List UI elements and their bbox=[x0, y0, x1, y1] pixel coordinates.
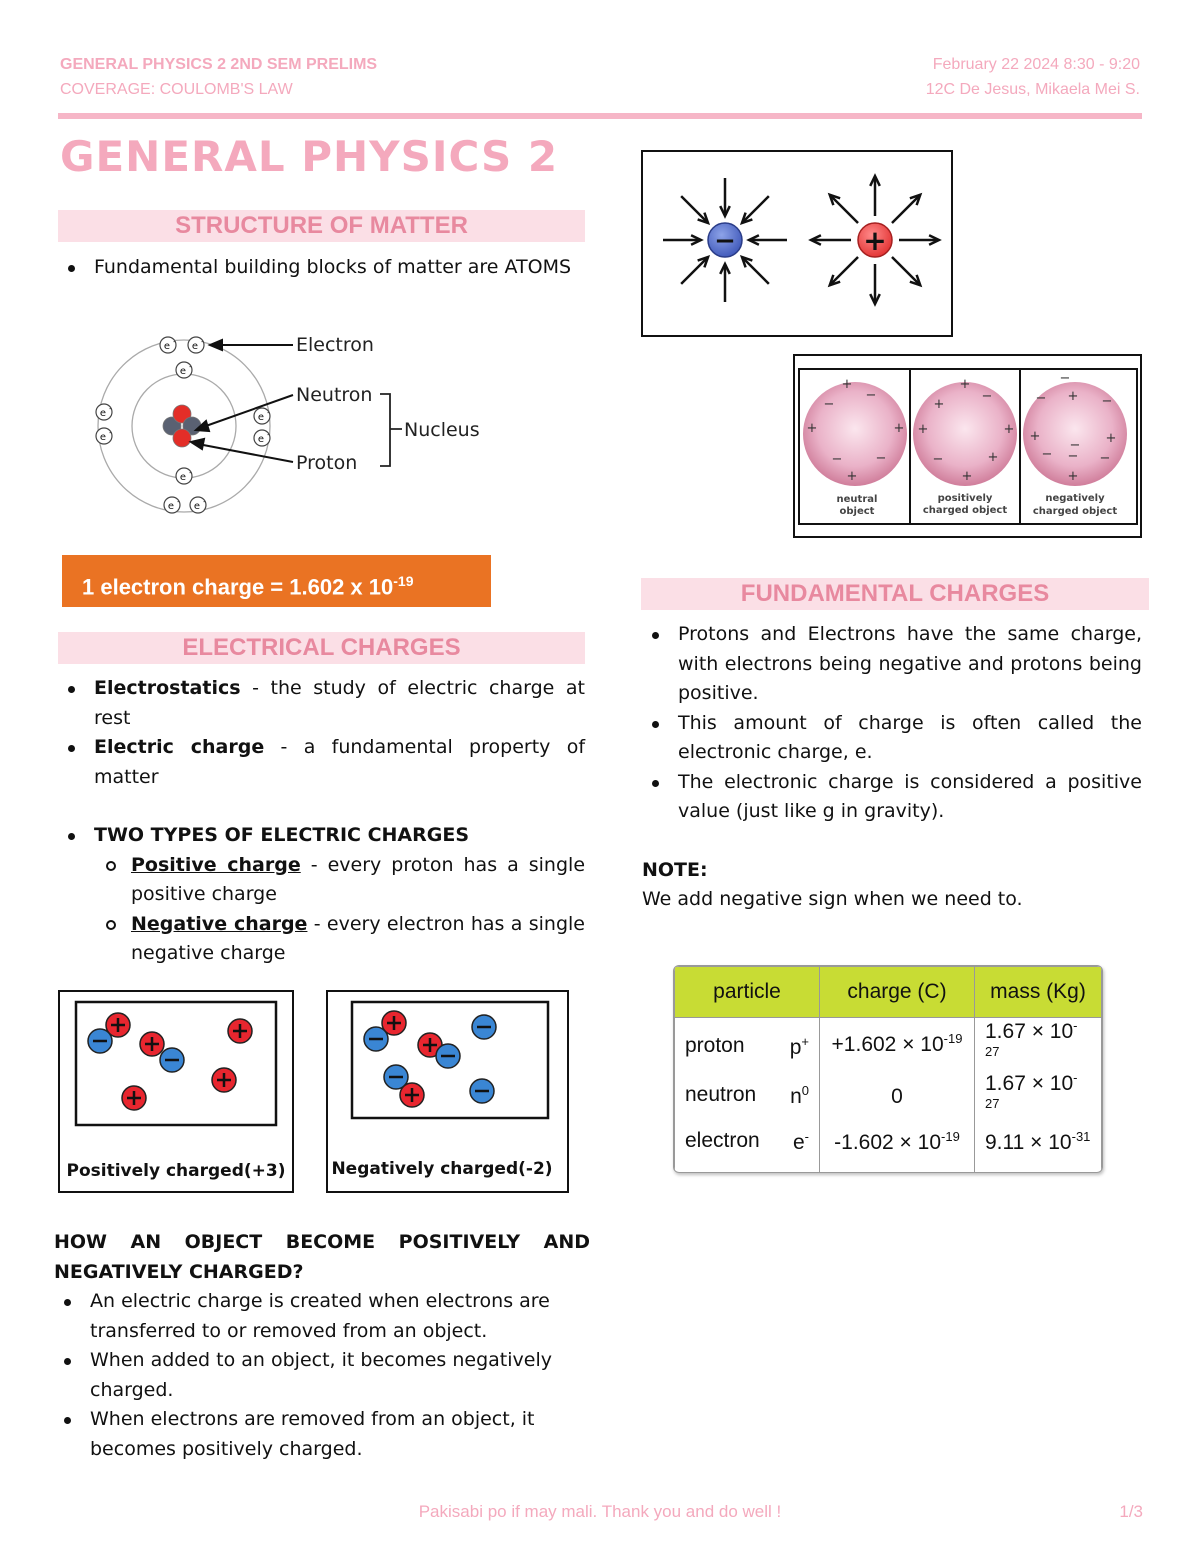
electron-symbol-sup: - bbox=[201, 338, 204, 346]
negatively-charged-svg bbox=[328, 992, 567, 1191]
electron-symbol: e bbox=[257, 434, 265, 445]
electron-particle bbox=[190, 497, 206, 513]
minus-mark: − bbox=[932, 452, 944, 467]
electron-symbol-sup: - bbox=[109, 429, 112, 437]
plus-mark: + bbox=[959, 377, 971, 392]
plus-mark: + bbox=[846, 469, 858, 484]
header-date: February 22 2024 8:30 - 9:20 bbox=[932, 56, 1140, 73]
field-arrow bbox=[892, 195, 920, 223]
mass-cell bbox=[975, 1122, 1102, 1172]
minus-mark: − bbox=[865, 388, 877, 403]
header-course: GENERAL PHYSICS 2 2ND SEM PRELIMS bbox=[60, 56, 378, 73]
charged-objects-figure bbox=[793, 354, 1142, 538]
fundamental-text bbox=[642, 620, 1142, 915]
electron-symbol-sup: - bbox=[189, 469, 192, 477]
electron-symbol: e bbox=[179, 366, 187, 377]
negative-label-2: charged object bbox=[1032, 506, 1118, 517]
neutral-sphere bbox=[803, 377, 907, 486]
proton-particle bbox=[173, 429, 191, 447]
electron-symbol: e bbox=[99, 432, 107, 443]
electron-charge-text: 1 electron charge = 1.602 x 10 bbox=[82, 574, 394, 600]
electron-symbol-sup: - bbox=[267, 431, 270, 439]
electron-symbol: e bbox=[191, 341, 199, 352]
sphere-group bbox=[803, 371, 1127, 486]
field-arrow bbox=[870, 264, 880, 304]
field-arrow bbox=[742, 257, 769, 284]
field-arrow bbox=[663, 235, 701, 245]
negative-sphere bbox=[1023, 371, 1127, 486]
page-title: GENERAL PHYSICS 2 bbox=[60, 132, 559, 181]
types-heading: TWO TYPES OF ELECTRIC CHARGES bbox=[94, 821, 585, 851]
minus-mark: − bbox=[823, 397, 835, 412]
how-item: When added to an object, it becomes negatively charged. bbox=[90, 1346, 590, 1405]
positive-label-2: charged object bbox=[922, 505, 1008, 516]
particle-symbol-sup: + bbox=[801, 1034, 809, 1049]
plus-mark: + bbox=[917, 422, 929, 437]
field-arrow bbox=[892, 257, 920, 285]
nucleus-bracket bbox=[380, 394, 402, 466]
electron-symbol: e bbox=[179, 472, 187, 483]
charge-cell bbox=[820, 1122, 975, 1172]
negative-caption: Negatively charged(-2) bbox=[331, 1159, 553, 1179]
header-rule bbox=[58, 113, 1142, 119]
structure-text bbox=[58, 253, 585, 283]
electron-particle bbox=[176, 468, 192, 484]
mass-exponent: -27 bbox=[985, 1018, 1078, 1059]
electric-charge-item bbox=[94, 733, 585, 792]
proton-particle bbox=[122, 1086, 146, 1110]
electron-label: Electron bbox=[296, 334, 374, 356]
header-right bbox=[926, 52, 1140, 102]
mass-cell bbox=[975, 1018, 1102, 1071]
mass-exponent: -31 bbox=[1071, 1129, 1091, 1144]
how-item: When electrons are removed from an object, it becomes positively charged. bbox=[90, 1405, 590, 1464]
minus-mark: − bbox=[1035, 391, 1047, 406]
field-arrow bbox=[749, 235, 787, 245]
table-header-particle: particle bbox=[675, 967, 820, 1018]
positive-charge-symbol: + bbox=[863, 224, 887, 257]
plus-mark: + bbox=[933, 397, 945, 412]
minus-mark: − bbox=[1059, 371, 1071, 386]
proton-arrow-line bbox=[198, 444, 293, 462]
minus-mark: − bbox=[1099, 451, 1111, 466]
electron-particle bbox=[160, 1048, 184, 1072]
positively-charged-svg bbox=[60, 992, 292, 1191]
electron-symbol: e bbox=[257, 412, 265, 423]
electron-particle bbox=[164, 497, 180, 513]
plus-mark: + bbox=[806, 421, 818, 436]
electrostatics-term: Electrostatics bbox=[94, 677, 241, 699]
electron-symbol: e bbox=[99, 408, 107, 419]
field-arrow bbox=[720, 178, 730, 216]
plus-mark: + bbox=[1067, 469, 1079, 484]
particle-name: proton bbox=[685, 1034, 745, 1057]
positively-charged-figure bbox=[58, 990, 294, 1193]
section-fundamental-heading: FUNDAMENTAL CHARGES bbox=[641, 578, 1149, 610]
table-row bbox=[675, 1018, 1102, 1071]
electron-particle bbox=[436, 1044, 460, 1068]
proton-particle bbox=[106, 1013, 130, 1037]
table-row bbox=[675, 1070, 1102, 1122]
charge-value: +1.602 × 10 bbox=[831, 1033, 944, 1056]
proton-particle bbox=[400, 1083, 424, 1107]
structure-bullet: Fundamental building blocks of matter are ATOMS bbox=[94, 253, 585, 283]
negatively-charged-figure bbox=[326, 990, 569, 1193]
proton-particle bbox=[228, 1019, 252, 1043]
mass-value: 9.11 × 10 bbox=[985, 1131, 1072, 1154]
table-header-charge: charge (C) bbox=[820, 967, 975, 1018]
particle-table-wrapper bbox=[673, 965, 1103, 1173]
minus-mark: − bbox=[1067, 449, 1079, 464]
plus-mark: + bbox=[1003, 422, 1015, 437]
field-arrow bbox=[742, 196, 769, 223]
fundamental-item: This amount of charge is often called the electronic charge, e. bbox=[678, 709, 1142, 768]
table-row bbox=[675, 1122, 1102, 1172]
field-arrows bbox=[663, 176, 939, 304]
field-arrow bbox=[720, 264, 730, 302]
field-lines-svg bbox=[643, 152, 951, 335]
field-arrow bbox=[830, 195, 858, 223]
minus-mark: − bbox=[831, 452, 843, 467]
electron-symbol-sup: - bbox=[267, 409, 270, 417]
charge-exponent: -19 bbox=[943, 1031, 963, 1046]
neutral-label-2: object bbox=[839, 506, 875, 517]
positive-charge-term: Positive charge bbox=[131, 853, 301, 876]
positive-charge-item bbox=[131, 851, 585, 910]
field-arrow bbox=[681, 196, 708, 223]
table-header-mass: mass (Kg) bbox=[975, 967, 1102, 1018]
note-text: We add negative sign when we need to. bbox=[642, 888, 1023, 910]
field-arrow bbox=[899, 235, 939, 245]
how-section bbox=[54, 1228, 590, 1464]
charge-exponent: -19 bbox=[941, 1129, 960, 1144]
electron-particle bbox=[254, 408, 270, 424]
neutral-label-1: neutral bbox=[836, 494, 878, 505]
particle-name: neutron bbox=[685, 1083, 757, 1106]
particle-table bbox=[674, 966, 1102, 1172]
electron-symbol: e bbox=[167, 501, 175, 512]
negative-label-1: negatively bbox=[1045, 493, 1105, 504]
electric-charge-term: Electric charge bbox=[94, 736, 265, 758]
plus-mark: + bbox=[987, 450, 999, 465]
proton-arrow-head bbox=[191, 439, 204, 449]
electron-particle bbox=[96, 428, 112, 444]
field-arrow bbox=[830, 257, 858, 285]
proton-particle bbox=[212, 1068, 236, 1092]
charge-cell bbox=[820, 1070, 975, 1122]
electron-particle bbox=[472, 1015, 496, 1039]
note-label: NOTE: bbox=[642, 858, 708, 881]
mass-cell bbox=[975, 1070, 1102, 1122]
electron-symbol-sup: - bbox=[177, 498, 180, 506]
plus-mark: + bbox=[961, 469, 973, 484]
minus-mark: − bbox=[875, 451, 887, 466]
particle-symbol-sup: 0 bbox=[801, 1083, 809, 1098]
charge-value: 0 bbox=[891, 1085, 903, 1108]
header-coverage: COVERAGE: COULOMB'S LAW bbox=[60, 81, 293, 98]
section-electrical-heading: ELECTRICAL CHARGES bbox=[58, 632, 585, 664]
particle-cell bbox=[675, 1122, 820, 1172]
particle-name: electron bbox=[685, 1129, 760, 1152]
electron-symbol-sup: - bbox=[189, 363, 192, 371]
electron-particle bbox=[470, 1079, 494, 1103]
fundamental-item: Protons and Electrons have the same charge, with electrons being negative and protons being positive. bbox=[678, 620, 1142, 709]
fundamental-list bbox=[642, 620, 1142, 827]
minus-mark: − bbox=[1069, 438, 1081, 453]
particle-symbol-sup: - bbox=[804, 1129, 809, 1144]
charge-value: -1.602 × 10 bbox=[834, 1131, 942, 1154]
particle-symbol: n bbox=[790, 1085, 802, 1108]
electron-symbol-sup: - bbox=[203, 498, 206, 506]
particle-cell bbox=[675, 1018, 820, 1071]
minus-mark: − bbox=[981, 389, 993, 404]
field-arrow bbox=[811, 235, 851, 245]
negative-charge-term: Negative charge bbox=[131, 912, 308, 935]
section-structure-heading: STRUCTURE OF MATTER bbox=[58, 210, 585, 242]
electron-symbol: e bbox=[163, 341, 171, 352]
footer-message: Pakisabi po if may mali. Thank you and do well ! bbox=[418, 1502, 782, 1521]
positive-sphere bbox=[913, 377, 1017, 486]
electron-particle bbox=[254, 430, 270, 446]
negative-charge-item bbox=[131, 910, 585, 969]
electron-symbol-sup: - bbox=[173, 338, 176, 346]
nucleus-label: Nucleus bbox=[404, 419, 480, 441]
atom-diagram bbox=[88, 328, 508, 522]
electron-particle bbox=[96, 404, 112, 420]
header-left bbox=[60, 52, 377, 102]
electron-charge-exponent: -19 bbox=[393, 573, 414, 589]
electron-arrow-head bbox=[210, 340, 222, 350]
positive-label-1: positively bbox=[937, 493, 993, 504]
electron-particle bbox=[160, 337, 176, 353]
plus-mark: + bbox=[1029, 429, 1041, 444]
field-arrow bbox=[870, 176, 880, 216]
fundamental-item: The electronic charge is considered a positive value (just like g in gravity). bbox=[678, 768, 1142, 827]
minus-mark: − bbox=[1041, 447, 1053, 462]
neutron-arrow-line bbox=[203, 395, 293, 427]
positive-charge-definition: - every proton has a single positive charge bbox=[131, 853, 586, 905]
electrical-text bbox=[58, 674, 585, 969]
plus-mark: + bbox=[1067, 389, 1079, 404]
mass-value: 1.67 × 10 bbox=[985, 1072, 1074, 1095]
particle-symbol: p bbox=[789, 1036, 802, 1059]
table-header-row bbox=[675, 967, 1102, 1018]
field-arrow bbox=[681, 257, 708, 284]
negative-charge-definition: - every electron has a single negative charge bbox=[131, 912, 585, 964]
proton-label: Proton bbox=[296, 452, 358, 474]
label-arrows bbox=[191, 340, 293, 462]
particle-symbol: e bbox=[792, 1131, 805, 1154]
neutron-label: Neutron bbox=[296, 384, 373, 406]
proton-particle bbox=[382, 1011, 406, 1035]
plus-mark: + bbox=[1105, 431, 1117, 446]
electron-symbol: e bbox=[193, 501, 201, 512]
charge-cell bbox=[820, 1018, 975, 1071]
electric-charge-definition: - a fundamental property of matter bbox=[94, 736, 586, 788]
electrostatics-definition: - the study of electric charge at rest bbox=[94, 677, 585, 729]
electron-symbol-sup: - bbox=[109, 405, 112, 413]
proton-particle bbox=[140, 1032, 164, 1056]
page-number: 1/3 bbox=[1119, 1502, 1143, 1521]
negative-charge-symbol: − bbox=[714, 226, 736, 256]
field-lines-figure bbox=[641, 150, 953, 337]
how-heading: HOW AN OBJECT BECOME POSITIVELY AND NEGATIVELY CHARGED? bbox=[54, 1231, 590, 1283]
electron-charge-box bbox=[62, 555, 491, 607]
charged-objects-svg bbox=[795, 356, 1140, 536]
table-body bbox=[675, 1018, 1102, 1173]
header-author: 12C De Jesus, Mikaela Mei S. bbox=[925, 81, 1140, 98]
mass-value: 1.67 × 10 bbox=[985, 1020, 1074, 1043]
electrostatics-item bbox=[94, 674, 585, 733]
plus-mark: + bbox=[893, 421, 905, 436]
positive-caption: Positively charged(+3) bbox=[66, 1161, 286, 1181]
electron-particle bbox=[176, 362, 192, 378]
plus-mark: + bbox=[841, 377, 853, 392]
minus-mark: − bbox=[1101, 394, 1113, 409]
how-list bbox=[54, 1287, 590, 1464]
particle-cell bbox=[675, 1070, 820, 1122]
mass-exponent: -27 bbox=[985, 1070, 1078, 1111]
electron-particle bbox=[188, 337, 204, 353]
how-item: An electric charge is created when electrons are transferred to or removed from an object. bbox=[90, 1287, 590, 1346]
